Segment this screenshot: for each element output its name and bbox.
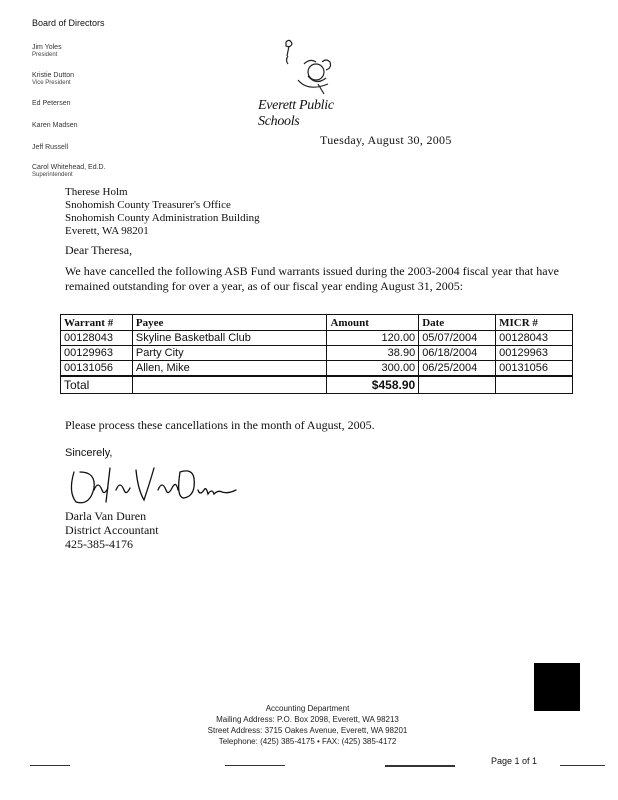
footer-mailing: Mailing Address: P.O. Box 2098, Everett, WA 98213	[216, 715, 399, 724]
footer-phone: Telephone: (425) 385-4175 • FAX: (425) 385-4172	[218, 737, 397, 746]
table-row	[61, 361, 573, 377]
cell-micr: 00131056	[496, 361, 573, 377]
cell-date: 05/07/2004	[419, 331, 496, 346]
signer-name: Darla Van Duren	[65, 509, 147, 523]
cell-micr: 00128043	[496, 331, 573, 346]
board-member-role: Vice President	[32, 80, 71, 86]
footer-street: Street Address: 3715 Oakes Avenue, Everett, WA 98201	[207, 726, 408, 735]
board-member-role: Superintendent	[32, 172, 73, 178]
signer-title: District Accountant	[65, 523, 159, 537]
total-empty	[496, 376, 573, 394]
recipient-city: Everett, WA 98201	[65, 225, 149, 237]
logo-graphic-icon	[258, 36, 368, 98]
board-title: Board of Directors	[32, 18, 105, 28]
signer-block	[65, 509, 159, 551]
board-member-name: Karen Madsen	[32, 122, 78, 129]
cell-payee: Skyline Basketball Club	[132, 331, 327, 346]
cell-amount: 38.90	[327, 346, 419, 361]
recipient-address	[65, 186, 260, 238]
recipient-office: Snohomish County Treasurer's Office	[65, 199, 231, 211]
total-amount: $458.90	[327, 376, 419, 394]
scan-line	[560, 765, 605, 766]
cell-warrant: 00131056	[61, 361, 133, 377]
board-member-role: President	[32, 52, 58, 58]
school-logo	[258, 36, 368, 129]
cell-date: 06/18/2004	[419, 346, 496, 361]
letter-footer	[150, 703, 465, 747]
header-date: Date	[419, 315, 496, 331]
cell-payee: Party City	[132, 346, 327, 361]
letter-body: We have cancelled the following ASB Fund warrants issued during the 2003-2004 fiscal year that have remained outstanding for over a year, as of our fiscal year ending August 31, 2005:	[65, 264, 559, 293]
closing-text: Please process these cancellations in the month of August, 2005.	[65, 418, 375, 432]
table-total-row	[61, 376, 573, 394]
header-micr: MICR #	[496, 315, 573, 331]
board-member	[32, 122, 78, 130]
signature-icon	[66, 460, 246, 510]
board-member-name: Carol Whitehead, Ed.D.	[32, 164, 106, 171]
recipient-name: Therese Holm	[65, 186, 128, 198]
cell-amount: 120.00	[327, 331, 419, 346]
table-row	[61, 346, 573, 361]
cell-payee: Allen, Mike	[132, 361, 327, 377]
board-member-name: Kristie Dutton	[32, 72, 75, 79]
cell-amount: 300.00	[327, 361, 419, 377]
board-member	[32, 72, 74, 87]
letter-date: Tuesday, August 30, 2005	[320, 133, 452, 147]
sincerely: Sincerely,	[65, 447, 113, 459]
board-member	[32, 164, 106, 179]
total-label: Total	[61, 376, 133, 394]
cell-date: 06/25/2004	[419, 361, 496, 377]
header-amount: Amount	[327, 315, 419, 331]
scan-line	[30, 765, 70, 766]
board-member	[32, 144, 68, 152]
warrants-table	[60, 314, 573, 394]
table-header-row	[61, 315, 573, 331]
board-member	[32, 100, 71, 108]
cell-warrant: 00129963	[61, 346, 133, 361]
table-row	[61, 331, 573, 346]
total-empty	[419, 376, 496, 394]
scan-line	[225, 765, 285, 766]
footer-dept: Accounting Department	[265, 704, 350, 713]
salutation: Dear Theresa,	[65, 243, 133, 257]
cell-micr: 00129963	[496, 346, 573, 361]
board-member	[32, 44, 62, 59]
header-payee: Payee	[132, 315, 327, 331]
scan-line	[385, 765, 455, 767]
header-warrant: Warrant #	[61, 315, 133, 331]
cell-warrant: 00128043	[61, 331, 133, 346]
signer-phone: 425-385-4176	[65, 537, 133, 551]
black-box	[534, 663, 580, 711]
board-member-name: Jim Yoles	[32, 44, 62, 51]
total-empty	[132, 376, 327, 394]
recipient-building: Snohomish County Administration Building	[65, 212, 260, 224]
board-member-name: Ed Petersen	[32, 100, 71, 107]
logo-text: Everett Public Schools	[258, 98, 334, 129]
page-number: Page 1 of 1	[491, 756, 538, 766]
board-member-name: Jeff Russell	[32, 144, 69, 151]
